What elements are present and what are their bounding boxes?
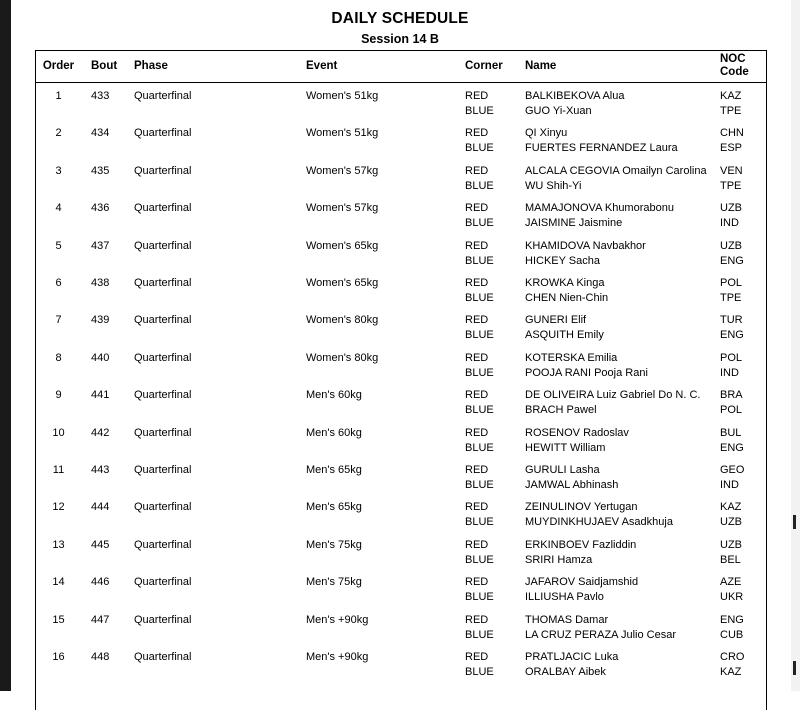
blue-boxer-name: HICKEY Sacha: [525, 254, 601, 267]
red-boxer-name: KOTERSKA Emilia: [525, 351, 618, 364]
bout-phase: Quarterfinal: [134, 651, 192, 663]
blue-corner-label: BLUE: [465, 179, 494, 192]
bout-number: 434: [91, 127, 110, 140]
blue-boxer-name: GUO Yi-Xuan: [525, 105, 592, 117]
bout-phase: Quarterfinal: [134, 314, 192, 327]
bout-number: 436: [91, 202, 110, 215]
bout-phase: Quarterfinal: [134, 426, 192, 439]
red-noc-code: POL: [720, 351, 743, 364]
blue-boxer-name: ORALBAY Aibek: [525, 666, 606, 678]
red-boxer-name: ZEINULINOV Yertugan: [525, 501, 638, 514]
blue-noc-code: ENG: [720, 329, 744, 342]
blue-corner-label: BLUE: [465, 591, 494, 604]
bout-event: Men's 60kg: [306, 389, 362, 402]
blue-corner-label: BLUE: [465, 329, 494, 342]
red-boxer-name: THOMAS Damar: [525, 613, 609, 626]
bout-event: Women's 57kg: [306, 202, 379, 215]
header-name: Name: [525, 60, 557, 72]
bout-phase: Quarterfinal: [134, 576, 192, 589]
bout-event: Men's 65kg: [306, 464, 362, 476]
blue-corner-label: BLUE: [465, 628, 494, 641]
blue-boxer-name: WU Shih-Yi: [525, 179, 582, 192]
bout-phase: Quarterfinal: [134, 538, 192, 551]
bout-event: Men's 75kg: [306, 576, 362, 589]
bout-event: Men's 60kg: [306, 426, 362, 439]
blue-corner-label: BLUE: [465, 441, 494, 454]
blue-noc-code: ENG: [720, 441, 744, 454]
red-corner-label: RED: [465, 90, 489, 102]
blue-boxer-name: ASQUITH Emily: [525, 329, 604, 342]
bout-order: 9: [55, 389, 62, 402]
bout-number: 442: [91, 426, 110, 439]
header-order: Order: [42, 60, 75, 72]
bout-order: 12: [52, 501, 65, 514]
red-noc-code: ENG: [720, 613, 744, 626]
blue-noc-code: IND: [720, 479, 739, 491]
red-noc-code: BUL: [720, 426, 742, 439]
bout-order: 14: [52, 576, 65, 589]
bout-number: 447: [91, 613, 110, 626]
bout-event: Women's 80kg: [306, 314, 379, 327]
blue-boxer-name: HEWITT William: [525, 441, 606, 454]
blue-corner-label: BLUE: [465, 553, 494, 566]
header-event: Event: [306, 60, 338, 72]
blue-boxer-name: ILLIUSHA Pavlo: [525, 591, 604, 604]
blue-boxer-name: LA CRUZ PERAZA Julio Cesar: [525, 628, 676, 641]
red-boxer-name: KROWKA Kinga: [525, 277, 605, 289]
bout-phase: Quarterfinal: [134, 127, 192, 140]
right-edge-shadow: [791, 0, 800, 691]
bout-order: 16: [52, 651, 65, 663]
blue-boxer-name: CHEN Nien-Chin: [525, 292, 609, 304]
left-edge-shadow: [0, 0, 11, 691]
red-corner-label: RED: [465, 501, 489, 514]
red-corner-label: RED: [465, 164, 489, 177]
red-boxer-name: GURULI Lasha: [525, 464, 600, 476]
red-boxer-name: DE OLIVEIRA Luiz Gabriel Do N. C.: [525, 389, 701, 402]
blue-noc-code: KAZ: [720, 666, 742, 678]
bout-number: 440: [91, 351, 110, 364]
bout-phase: Quarterfinal: [134, 389, 192, 402]
red-noc-code: UZB: [720, 538, 742, 551]
blue-noc-code: TPE: [720, 179, 742, 192]
blue-boxer-name: SRIRI Hamza: [525, 553, 593, 566]
bout-phase: Quarterfinal: [134, 277, 192, 289]
bout-phase: Quarterfinal: [134, 90, 192, 102]
bout-order: 4: [55, 202, 62, 215]
red-corner-label: RED: [465, 277, 489, 289]
red-corner-label: RED: [465, 202, 489, 215]
bout-event: Men's 65kg: [306, 501, 362, 514]
red-corner-label: RED: [465, 127, 489, 140]
red-noc-code: BRA: [720, 389, 743, 402]
blue-corner-label: BLUE: [465, 479, 494, 491]
page-title: DAILY SCHEDULE: [331, 10, 469, 27]
header-noc: NOC: [720, 53, 746, 65]
blue-noc-code: ESP: [720, 142, 743, 155]
red-noc-code: CHN: [720, 127, 744, 140]
bout-event: Women's 51kg: [306, 90, 379, 102]
edge-mark: [793, 661, 796, 675]
red-boxer-name: JAFAROV Saidjamshid: [525, 576, 639, 589]
bout-number: 443: [91, 464, 110, 476]
red-corner-label: RED: [465, 389, 489, 402]
red-noc-code: KAZ: [720, 90, 742, 102]
bout-number: 433: [91, 90, 110, 102]
bout-phase: Quarterfinal: [134, 351, 192, 364]
red-noc-code: KAZ: [720, 501, 742, 514]
red-corner-label: RED: [465, 576, 489, 589]
session-subtitle: Session 14 B: [361, 32, 439, 46]
blue-corner-label: BLUE: [465, 217, 494, 230]
red-noc-code: TUR: [720, 314, 743, 327]
red-noc-code: GEO: [720, 464, 745, 476]
bout-event: Women's 51kg: [306, 127, 379, 140]
red-corner-label: RED: [465, 426, 489, 439]
bout-event: Men's +90kg: [306, 651, 369, 663]
red-corner-label: RED: [465, 351, 489, 364]
red-noc-code: AZE: [720, 576, 742, 589]
red-noc-code: VEN: [720, 164, 743, 177]
blue-noc-code: BEL: [720, 553, 741, 566]
bout-event: Women's 57kg: [306, 164, 379, 177]
blue-noc-code: POL: [720, 404, 743, 417]
header-phase: Phase: [134, 60, 168, 72]
red-boxer-name: ROSENOV Radoslav: [525, 426, 629, 439]
red-noc-code: UZB: [720, 239, 742, 252]
header-corner: Corner: [465, 60, 503, 72]
bout-phase: Quarterfinal: [134, 613, 192, 626]
red-boxer-name: ERKINBOEV Fazliddin: [525, 538, 637, 551]
bout-number: 437: [91, 239, 110, 252]
red-boxer-name: BALKIBEKOVA Alua: [525, 90, 625, 102]
blue-noc-code: UKR: [720, 591, 744, 604]
red-corner-label: RED: [465, 464, 489, 476]
red-noc-code: POL: [720, 277, 743, 289]
header-bout: Bout: [91, 60, 118, 72]
red-boxer-name: PRATLJACIC Luka: [525, 651, 619, 663]
edge-mark: [793, 515, 796, 529]
bout-number: 439: [91, 314, 110, 327]
blue-noc-code: TPE: [720, 105, 742, 117]
blue-boxer-name: POOJA RANI Pooja Rani: [525, 366, 648, 379]
bout-event: Men's 75kg: [306, 538, 362, 551]
bout-order: 1: [55, 90, 62, 102]
blue-corner-label: BLUE: [465, 105, 494, 117]
blue-boxer-name: BRACH Pawel: [525, 404, 597, 417]
bout-number: 435: [91, 164, 110, 177]
red-boxer-name: KHAMIDOVA Navbakhor: [525, 239, 646, 252]
blue-boxer-name: JAISMINE Jaismine: [525, 217, 623, 230]
bout-number: 446: [91, 576, 110, 589]
bout-phase: Quarterfinal: [134, 164, 192, 177]
bout-event: Women's 65kg: [306, 239, 379, 252]
bout-order: 10: [52, 426, 65, 439]
bout-phase: Quarterfinal: [134, 464, 192, 476]
red-corner-label: RED: [465, 651, 489, 663]
blue-corner-label: BLUE: [465, 254, 494, 267]
schedule-table: [35, 50, 767, 710]
bout-phase: Quarterfinal: [134, 202, 192, 215]
bout-order: 15: [52, 613, 65, 626]
bout-order: 11: [52, 464, 65, 476]
red-boxer-name: GUNERI Elif: [525, 314, 587, 327]
blue-noc-code: IND: [720, 366, 739, 379]
red-corner-label: RED: [465, 239, 489, 252]
blue-corner-label: BLUE: [465, 516, 494, 529]
bout-number: 438: [91, 277, 110, 289]
bout-number: 445: [91, 538, 110, 551]
bout-event: Women's 80kg: [306, 351, 379, 364]
blue-corner-label: BLUE: [465, 404, 494, 417]
bout-phase: Quarterfinal: [134, 239, 192, 252]
bout-order: 2: [55, 127, 62, 140]
bout-order: 8: [55, 351, 62, 364]
blue-noc-code: TPE: [720, 292, 742, 304]
header-noc-code: Code: [720, 66, 749, 78]
red-corner-label: RED: [465, 613, 489, 626]
bout-number: 444: [91, 501, 110, 514]
bout-order: 7: [55, 314, 62, 327]
blue-corner-label: BLUE: [465, 292, 494, 304]
red-boxer-name: QI Xinyu: [525, 127, 568, 140]
bout-order: 6: [55, 277, 62, 289]
bout-number: 448: [91, 651, 110, 663]
blue-boxer-name: MUYDINKHUJAEV Asadkhuja: [525, 516, 673, 529]
bout-phase: Quarterfinal: [134, 501, 192, 514]
blue-corner-label: BLUE: [465, 366, 494, 379]
blue-boxer-name: JAMWAL Abhinash: [525, 479, 619, 491]
blue-noc-code: ENG: [720, 254, 744, 267]
blue-corner-label: BLUE: [465, 142, 494, 155]
blue-noc-code: IND: [720, 217, 739, 230]
red-corner-label: RED: [465, 314, 489, 327]
bout-order: 5: [55, 239, 62, 252]
bout-number: 441: [91, 389, 110, 402]
blue-corner-label: BLUE: [465, 666, 494, 678]
red-noc-code: CRO: [720, 651, 745, 663]
red-boxer-name: ALCALA CEGOVIA Omailyn Carolina: [525, 164, 707, 177]
red-corner-label: RED: [465, 538, 489, 551]
blue-boxer-name: FUERTES FERNANDEZ Laura: [525, 142, 678, 155]
bout-event: Women's 65kg: [306, 277, 379, 289]
blue-noc-code: UZB: [720, 516, 742, 529]
bout-order: 3: [55, 164, 62, 177]
bout-order: 13: [52, 538, 65, 551]
red-boxer-name: MAMAJONOVA Khumorabonu: [525, 202, 674, 215]
red-noc-code: UZB: [720, 202, 742, 215]
blue-noc-code: CUB: [720, 628, 744, 641]
bout-event: Men's +90kg: [306, 613, 369, 626]
header-rule: [36, 82, 766, 83]
